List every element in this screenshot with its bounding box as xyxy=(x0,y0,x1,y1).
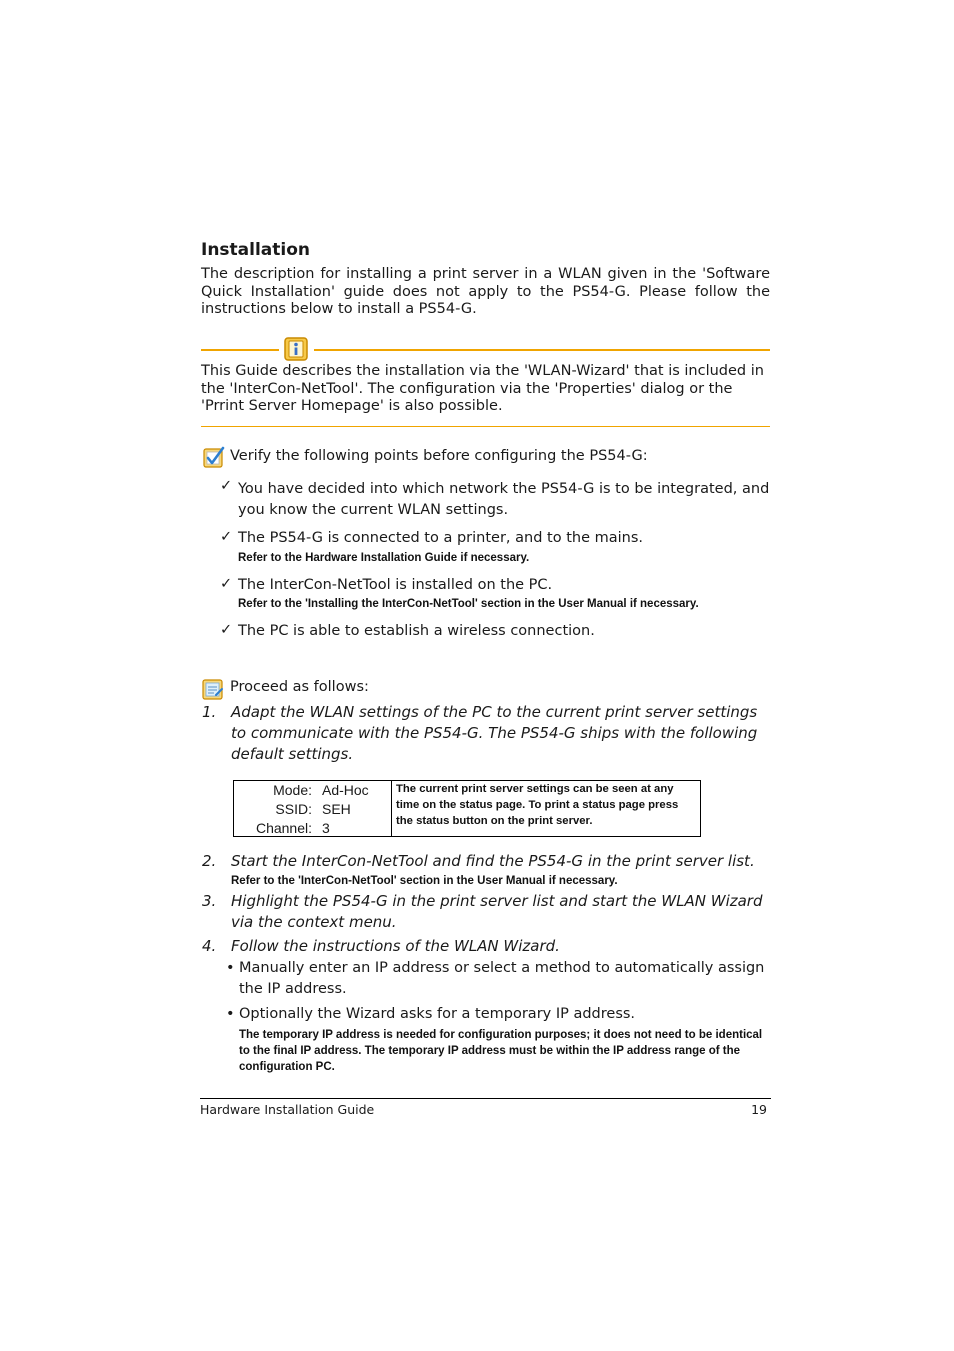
bullet: • xyxy=(226,960,235,976)
verify-item-2-note: Refer to the Hardware Installation Guide if necessary. xyxy=(238,552,530,564)
step-2-note: Refer to the 'InterCon-NetTool' section in the User Manual if necessary. xyxy=(231,875,618,887)
check-mark: ✓ xyxy=(220,478,233,494)
ssid-label: SSID: xyxy=(275,801,312,817)
verify-item-2: The PS54-G is connected to a printer, and to the mains. xyxy=(238,530,643,546)
check-mark: ✓ xyxy=(220,622,233,638)
info-text: This Guide describes the installation via the 'WLAN-Wizard' that is included in the 'InterCon-NetTool'. The configuration via the 'Properties' dialog or the 'Prrint Server Homepage' is also possible. xyxy=(201,363,764,414)
mode-value: Ad-Hoc xyxy=(322,782,369,798)
info-rule-left xyxy=(201,349,279,351)
info-rule-bottom xyxy=(201,426,770,427)
verify-item-3-note: Refer to the 'Installing the InterCon-NetTool' section in the User Manual if necessary. xyxy=(238,598,699,610)
page-title: Installation xyxy=(201,240,311,260)
step-3-text: Highlight the PS54-G in the print server list and start the WLAN Wizard via the context menu. xyxy=(231,892,763,931)
verify-item-4: The PC is able to establish a wireless connection. xyxy=(238,623,595,639)
step-2-text: Start the InterCon-NetTool and find the PS54-G in the print server list. xyxy=(231,852,755,870)
intro-paragraph: The description for installing a print server in a WLAN given in the 'Software Quick Installation' guide does not apply to the PS54-G. Please follow the instructions below to install a PS54-G. xyxy=(201,266,770,317)
proceed-title: Proceed as follows: xyxy=(230,679,369,695)
mode-label: Mode: xyxy=(273,782,312,798)
checklist-icon xyxy=(203,446,225,468)
step-1-number: 1. xyxy=(202,703,217,721)
info-rule-right xyxy=(314,349,770,351)
settings-values xyxy=(234,781,392,836)
check-mark: ✓ xyxy=(220,576,233,592)
verify-item-1: You have decided into which network the PS54-G is to be integrated, and you know the current WLAN settings. xyxy=(238,481,770,518)
step-4-number: 4. xyxy=(202,937,217,955)
verify-title: Verify the following points before configuring the PS54-G: xyxy=(230,448,648,464)
verify-item-3: The InterCon-NetTool is installed on the PC. xyxy=(238,577,553,593)
ssid-value: SEH xyxy=(322,801,351,817)
channel-label: Channel: xyxy=(255,820,312,836)
page-number: 19 xyxy=(751,1102,767,1117)
bullet-2-text: Optionally the Wizard asks for a temporary IP address. xyxy=(239,1006,636,1022)
step-1-text: Adapt the WLAN settings of the PC to the current print server settings to communicate with the PS54-G. The PS54-G ships with the following default settings. xyxy=(231,703,758,763)
check-mark: ✓ xyxy=(220,529,233,545)
step-3-number: 3. xyxy=(202,892,217,910)
step-4-text: Follow the instructions of the WLAN Wizard. xyxy=(231,937,560,955)
channel-value: 3 xyxy=(322,820,330,836)
settings-note: The current print server settings can be seen at any time on the status page. To print a status page press the status button on the print server. xyxy=(396,783,679,827)
footer-rule xyxy=(200,1098,771,1099)
settings-table xyxy=(233,780,701,837)
bullet-1-text: Manually enter an IP address or select a method to automatically assign the IP address. xyxy=(239,960,765,997)
footer-title: Hardware Installation Guide xyxy=(200,1102,375,1117)
bullet: • xyxy=(226,1006,235,1022)
step-2-number: 2. xyxy=(202,852,217,870)
notepad-icon xyxy=(202,678,224,700)
bullet-2-note: The temporary IP address is needed for configuration purposes; it does not need to be identical to the final IP address. The temporary IP address must be within the IP address range of the configuration PC. xyxy=(239,1029,763,1073)
info-icon xyxy=(284,337,308,361)
